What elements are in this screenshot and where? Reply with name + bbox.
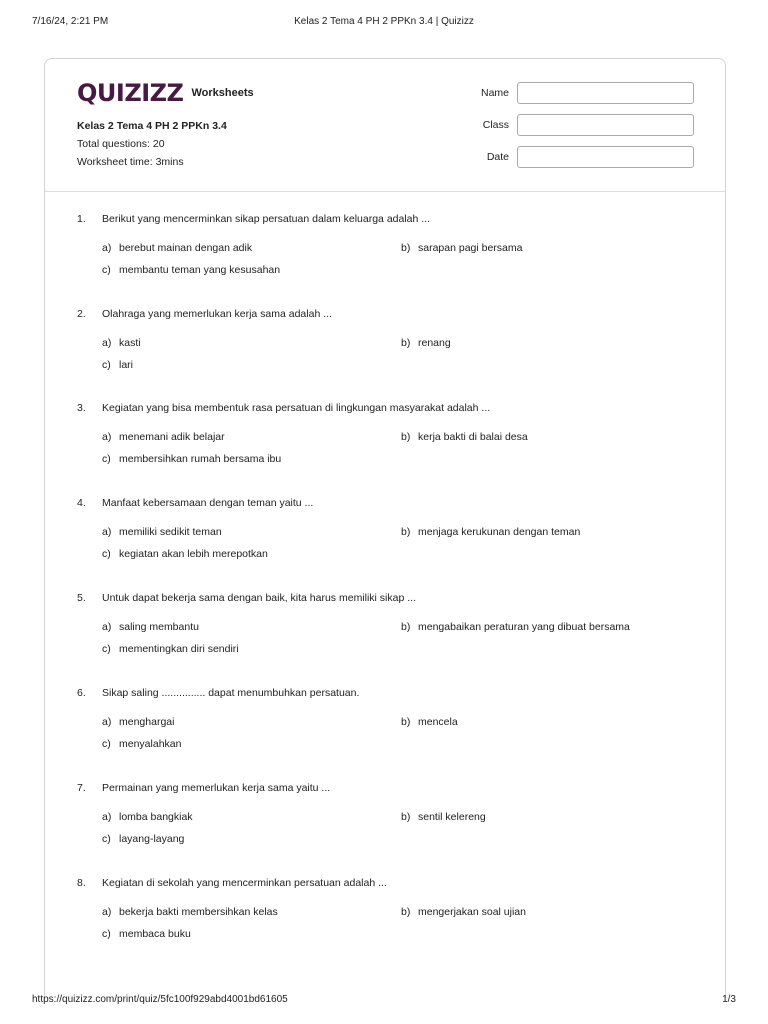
option-letter: b) <box>401 431 411 443</box>
question-number: 4. <box>77 497 86 509</box>
question-text: Olahraga yang memerlukan kerja sama adalah ... <box>102 308 332 320</box>
option-text: kegiatan akan lebih merepotkan <box>119 548 268 560</box>
option-letter: b) <box>401 906 411 918</box>
logo-wordmark: QUIZIZZ <box>77 79 184 107</box>
question-text: Kegiatan di sekolah yang mencerminkan persatuan adalah ... <box>102 877 387 889</box>
option-letter: a) <box>102 811 112 823</box>
question-number: 2. <box>77 308 86 320</box>
print-url: https://quizizz.com/print/quiz/5fc100f929abd4001bd61605 <box>32 994 288 1005</box>
option-text: mementingkan diri sendiri <box>119 643 239 655</box>
option-letter: b) <box>401 526 411 538</box>
option-a[interactable] <box>102 337 141 349</box>
question-text: Permainan yang memerlukan kerja sama yaitu ... <box>102 782 331 794</box>
worksheet-title: Kelas 2 Tema 4 PH 2 PPKn 3.4 <box>77 120 227 132</box>
question-text: Berikut yang mencerminkan sikap persatuan dalam keluarga adalah ... <box>102 213 431 225</box>
question-2 <box>77 308 697 388</box>
question-7 <box>77 782 697 862</box>
question-number: 7. <box>77 782 86 794</box>
option-a[interactable] <box>102 431 225 443</box>
option-letter: c) <box>102 643 111 655</box>
option-letter: b) <box>401 242 411 254</box>
print-title: Kelas 2 Tema 4 PH 2 PPKn 3.4 | Quizizz <box>294 16 474 27</box>
option-letter: a) <box>102 526 112 538</box>
option-text: mengabaikan peraturan yang dibuat bersama <box>418 621 630 633</box>
option-text: memiliki sedikit teman <box>119 526 222 538</box>
option-letter: a) <box>102 242 112 254</box>
option-a[interactable] <box>102 621 199 633</box>
option-b[interactable] <box>401 431 528 443</box>
option-text: membaca buku <box>119 928 191 940</box>
option-text: menghargai <box>119 716 175 728</box>
option-c[interactable] <box>102 643 239 655</box>
worksheet-header <box>45 59 725 192</box>
option-text: kerja bakti di balai desa <box>418 431 528 443</box>
option-text: lari <box>119 359 134 371</box>
option-letter: c) <box>102 359 111 371</box>
option-c[interactable] <box>102 453 281 465</box>
option-b[interactable] <box>401 621 630 633</box>
option-text: sentil kelereng <box>418 811 486 823</box>
option-text: menyalahkan <box>119 738 182 750</box>
worksheet-time: Worksheet time: 3mins <box>77 156 184 168</box>
option-text: lomba bangkiak <box>119 811 193 823</box>
option-a[interactable] <box>102 716 174 728</box>
name-field[interactable] <box>517 82 694 104</box>
date-field[interactable] <box>517 146 694 168</box>
print-header <box>32 16 736 30</box>
option-c[interactable] <box>102 264 280 276</box>
question-text: Kegiatan yang bisa membentuk rasa persatuan di lingkungan masyarakat adalah ... <box>102 402 491 414</box>
option-letter: b) <box>401 811 411 823</box>
question-number: 5. <box>77 592 86 604</box>
option-a[interactable] <box>102 811 193 823</box>
print-datetime: 7/16/24, 2:21 PM <box>32 16 109 27</box>
option-letter: a) <box>102 621 112 633</box>
quizizz-logo <box>77 77 254 109</box>
question-number: 1. <box>77 213 86 225</box>
question-text: Untuk dapat bekerja sama dengan baik, kita harus memiliki sikap ... <box>102 592 416 604</box>
option-letter: b) <box>401 621 411 633</box>
total-questions: Total questions: 20 <box>77 138 165 150</box>
option-text: membantu teman yang kesusahan <box>119 264 281 276</box>
option-text: layang-layang <box>119 833 185 845</box>
option-letter: c) <box>102 833 111 845</box>
question-text: Sikap saling ............... dapat menumbuhkan persatuan. <box>102 687 360 699</box>
question-1 <box>77 213 697 293</box>
option-text: bekerja bakti membersihkan kelas <box>119 906 278 918</box>
option-text: kasti <box>119 337 141 349</box>
option-c[interactable] <box>102 833 184 845</box>
class-field[interactable] <box>517 114 694 136</box>
question-4 <box>77 497 697 577</box>
option-c[interactable] <box>102 928 191 940</box>
option-letter: a) <box>102 337 112 349</box>
option-letter: c) <box>102 548 111 560</box>
option-b[interactable] <box>401 906 526 918</box>
print-footer <box>32 994 736 1008</box>
option-text: mengerjakan soal ujian <box>418 906 526 918</box>
class-label: Class <box>482 119 509 131</box>
date-label: Date <box>486 151 509 163</box>
question-text: Manfaat kebersamaan dengan teman yaitu ... <box>102 497 314 509</box>
option-letter: b) <box>401 716 411 728</box>
option-letter: a) <box>102 431 112 443</box>
question-8 <box>77 877 697 957</box>
logo-label: Worksheets <box>191 87 254 99</box>
option-letter: c) <box>102 738 111 750</box>
option-text: berebut mainan dengan adik <box>119 242 253 254</box>
option-text: menjaga kerukunan dengan teman <box>418 526 581 538</box>
question-3 <box>77 402 697 482</box>
question-5 <box>77 592 697 672</box>
option-b[interactable] <box>401 811 486 823</box>
option-letter: a) <box>102 716 112 728</box>
option-letter: c) <box>102 453 111 465</box>
option-letter: c) <box>102 264 111 276</box>
question-6 <box>77 687 697 767</box>
question-number: 8. <box>77 877 86 889</box>
page-number: 1/3 <box>722 994 736 1005</box>
option-b[interactable] <box>401 337 451 349</box>
option-c[interactable] <box>102 548 268 560</box>
option-text: menemani adik belajar <box>119 431 225 443</box>
question-number: 3. <box>77 402 86 414</box>
option-letter: b) <box>401 337 411 349</box>
option-b[interactable] <box>401 242 522 254</box>
option-text: membersihkan rumah bersama ibu <box>119 453 282 465</box>
option-c[interactable] <box>102 359 133 371</box>
question-number: 6. <box>77 687 86 699</box>
option-a[interactable] <box>102 906 278 918</box>
option-text: sarapan pagi bersama <box>418 242 523 254</box>
name-label: Name <box>480 87 509 99</box>
option-a[interactable] <box>102 526 222 538</box>
worksheet <box>44 58 726 999</box>
option-text: mencela <box>418 716 458 728</box>
option-a[interactable] <box>102 242 252 254</box>
option-b[interactable] <box>401 526 580 538</box>
option-text: renang <box>418 337 451 349</box>
option-text: saling membantu <box>119 621 199 633</box>
option-letter: c) <box>102 928 111 940</box>
option-letter: a) <box>102 906 112 918</box>
option-b[interactable] <box>401 716 458 728</box>
option-c[interactable] <box>102 738 181 750</box>
